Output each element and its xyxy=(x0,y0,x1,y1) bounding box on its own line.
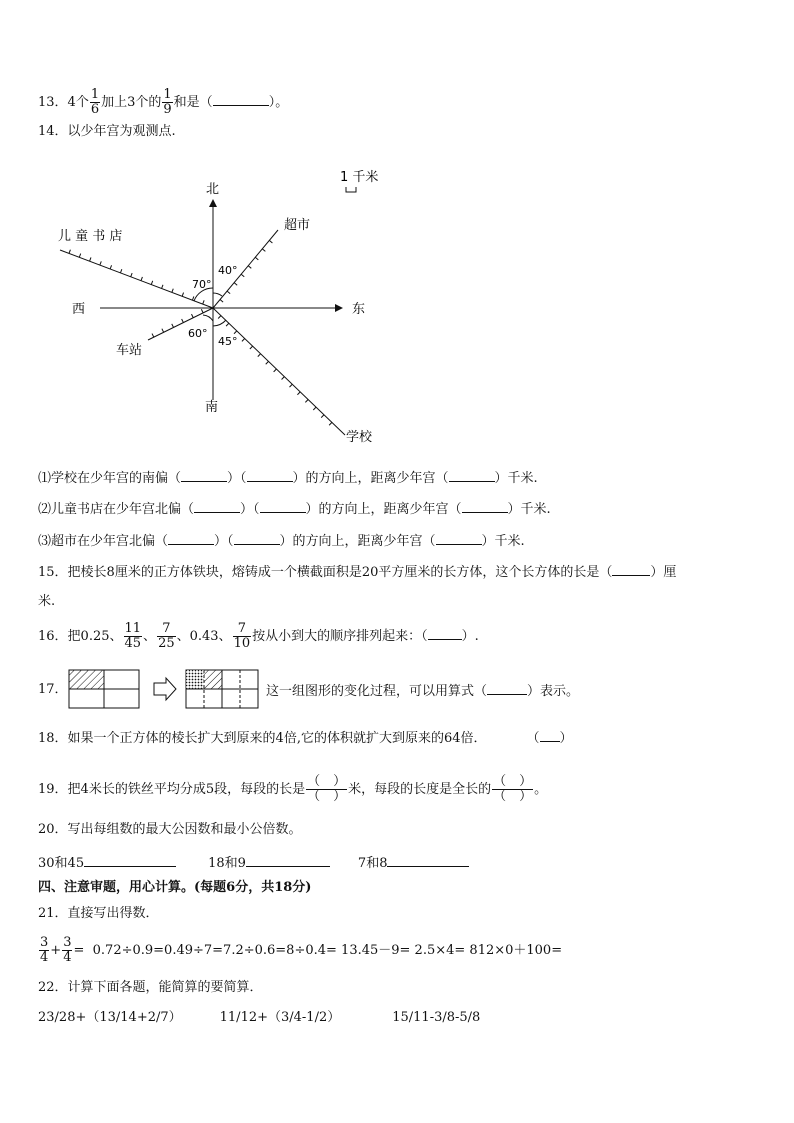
answer-blank[interactable] xyxy=(540,729,560,742)
ray-tick xyxy=(321,415,324,418)
ray-tick xyxy=(248,266,251,269)
ray-tick xyxy=(250,346,253,349)
south-label: 南 xyxy=(205,400,219,415)
ray-tick xyxy=(120,269,121,273)
fraction: $\frac{3}{4}$ xyxy=(40,935,49,965)
ray-tick xyxy=(69,250,70,254)
ray-tick xyxy=(258,354,261,357)
ray-tick xyxy=(289,384,292,387)
answer-blank[interactable] xyxy=(213,93,269,106)
supermarket-label: 超市 xyxy=(284,218,311,233)
ray-tick xyxy=(220,300,223,303)
fraction: $\frac{7}{10}$ xyxy=(233,621,251,651)
answer-blank[interactable] xyxy=(260,500,306,513)
ray-tick xyxy=(172,324,174,328)
angle-40: 40° xyxy=(218,264,238,277)
question-16: 16．把0.25、 $\frac{11}{45}$ 、 $\frac{7}{25}$ 、0.43、 $\frac{7}{10}$ 按从小到大的顺序排列起来：（ ）. xyxy=(38,621,479,651)
question-21-items: $\frac{3}{4}$ + $\frac{3}{4}$ = 0.72÷0.9=0.49÷7=7.2÷0.6=8÷0.4= 13.45－9= 2.5×4= 812×0＋100= xyxy=(40,935,563,965)
answer-blank[interactable] xyxy=(246,854,330,867)
question-15-cont: 米. xyxy=(38,594,56,609)
ray-tick xyxy=(162,329,164,333)
question-22-title: 22．计算下面各题，能简算的要简算． xyxy=(38,980,263,995)
question-17-text: 这一组图形的变化过程，可以用算式（ ）表示。 xyxy=(266,684,580,699)
ray-tick xyxy=(297,392,300,395)
question-14-3: ⑶超市在少年宫北偏（ ）（ ）的方向上，距离少年宫（ ）千米. xyxy=(38,534,525,549)
fraction: $\frac{7}{25}$ xyxy=(158,621,175,651)
question-20-items: 30和45 18和9 7和8 xyxy=(38,854,469,872)
ray-tick xyxy=(191,314,193,318)
scale-bar xyxy=(346,187,356,192)
answer-blank[interactable] xyxy=(181,469,227,482)
bookstore-label: 儿 童 书 店 xyxy=(58,229,123,244)
answer-blank[interactable] xyxy=(387,854,469,867)
ray-tick xyxy=(266,361,269,364)
question-19: 19．把4米长的铁丝平均分成5段，每段的长是 $\frac{( )}{( )}$ 米，每段的长度是全长的 $\frac{( )}{( )}$ 。 xyxy=(38,774,548,804)
ray-tick xyxy=(313,407,316,410)
answer-blank[interactable] xyxy=(462,500,508,513)
answer-blank[interactable] xyxy=(84,854,176,867)
ray-tick xyxy=(90,257,91,261)
section-4-title: 四、注意审题，用心计算。(每题6分，共18分) xyxy=(38,880,312,895)
ray-tick xyxy=(269,240,272,243)
ray-tick xyxy=(203,300,204,304)
fraction: $\frac{1}{9}$ xyxy=(163,87,172,117)
ray-tick xyxy=(329,422,332,425)
ray-tick xyxy=(234,283,237,286)
question-21-title: 21．直接写出得数． xyxy=(38,906,159,921)
question-14-title: 14．以少年宫为观测点. xyxy=(38,124,176,139)
ray-tick xyxy=(241,274,244,277)
answer-blank[interactable] xyxy=(436,532,482,545)
fraction: $\frac{11}{45}$ xyxy=(124,621,142,651)
ray-tick xyxy=(255,257,258,260)
ray-tick xyxy=(227,291,230,294)
ray-tick xyxy=(110,265,111,269)
angle-45: 45° xyxy=(218,335,238,348)
ray-tick xyxy=(131,273,132,277)
ray-tick xyxy=(305,400,308,403)
fraction-figure xyxy=(68,669,260,711)
question-14-2: ⑵儿童书店在少年宫北偏（ ）（ ）的方向上，距离少年宫（ ）千米. xyxy=(38,502,551,517)
ray-bookstore xyxy=(60,250,213,308)
ray-tick xyxy=(172,289,173,293)
west-label: 西 xyxy=(72,302,86,317)
ray-tick xyxy=(242,339,245,342)
ray-tick xyxy=(79,254,80,258)
north-label: 北 xyxy=(206,182,220,197)
fraction: $\frac{3}{4}$ xyxy=(63,935,72,965)
ray-tick xyxy=(282,377,285,380)
angle-70: 70° xyxy=(192,278,212,291)
ray-tick xyxy=(162,285,163,289)
ray-tick xyxy=(218,316,221,319)
answer-blank[interactable] xyxy=(487,682,527,695)
question-13: 13．4个 $\frac{1}{6}$ 加上3个的 $\frac{1}{9}$ 和是（ ）。 xyxy=(38,87,289,117)
ray-tick xyxy=(234,331,237,334)
answer-blank[interactable] xyxy=(449,469,495,482)
ray-tick xyxy=(152,334,154,338)
ray-tick xyxy=(151,281,152,285)
question-14-1: ⑴学校在少年宫的南偏（ ）（ ）的方向上，距离少年宫（ ）千米. xyxy=(38,471,538,486)
angle-60: 60° xyxy=(188,327,208,340)
answer-blank[interactable] xyxy=(194,500,240,513)
school-label: 学校 xyxy=(346,430,373,445)
question-18: 18．如果一个正方体的棱长扩大到原来的4倍,它的体积就扩大到原来的64倍． （ ） xyxy=(38,731,573,746)
answer-blank[interactable] xyxy=(247,469,293,482)
question-15: 15．把棱长8厘米的正方体铁块，熔铸成一个横截面积是20平方厘米的长方体，这个长方体的长是（ ）厘 xyxy=(38,565,677,580)
ray-tick xyxy=(192,296,193,300)
ray-tick xyxy=(182,293,183,297)
fraction-blank[interactable]: $\frac{( )}{( )}$ xyxy=(493,774,533,804)
answer-blank[interactable] xyxy=(234,532,280,545)
station-label: 车站 xyxy=(116,343,143,358)
direction-diagram xyxy=(0,160,794,450)
ray-school xyxy=(213,308,345,435)
question-20-title: 20．写出每组数的最大公因数和最小公倍数。 xyxy=(38,822,302,837)
fraction-blank[interactable]: $\frac{( )}{( )}$ xyxy=(307,774,347,804)
question-22-items: 23/28+（13/14+2/7） 11/12+（3/4-1/2） 15/11-3/8-5/8 xyxy=(38,1010,481,1025)
fraction: $\frac{1}{6}$ xyxy=(90,87,100,117)
question-17-num: 17． xyxy=(38,682,68,697)
ray-tick xyxy=(226,323,229,326)
answer-blank[interactable] xyxy=(168,532,214,545)
ray-tick xyxy=(274,369,277,372)
transform-arrow xyxy=(154,678,176,700)
ray-tick xyxy=(100,261,101,265)
ray-tick xyxy=(141,277,142,281)
answer-blank[interactable] xyxy=(428,627,462,640)
east-label: 东 xyxy=(352,302,366,317)
ray-tick xyxy=(201,309,203,313)
ray-tick xyxy=(182,319,184,323)
answer-blank[interactable] xyxy=(612,563,650,576)
scale-label: 1 千米 xyxy=(340,170,379,185)
ray-tick xyxy=(262,249,265,252)
